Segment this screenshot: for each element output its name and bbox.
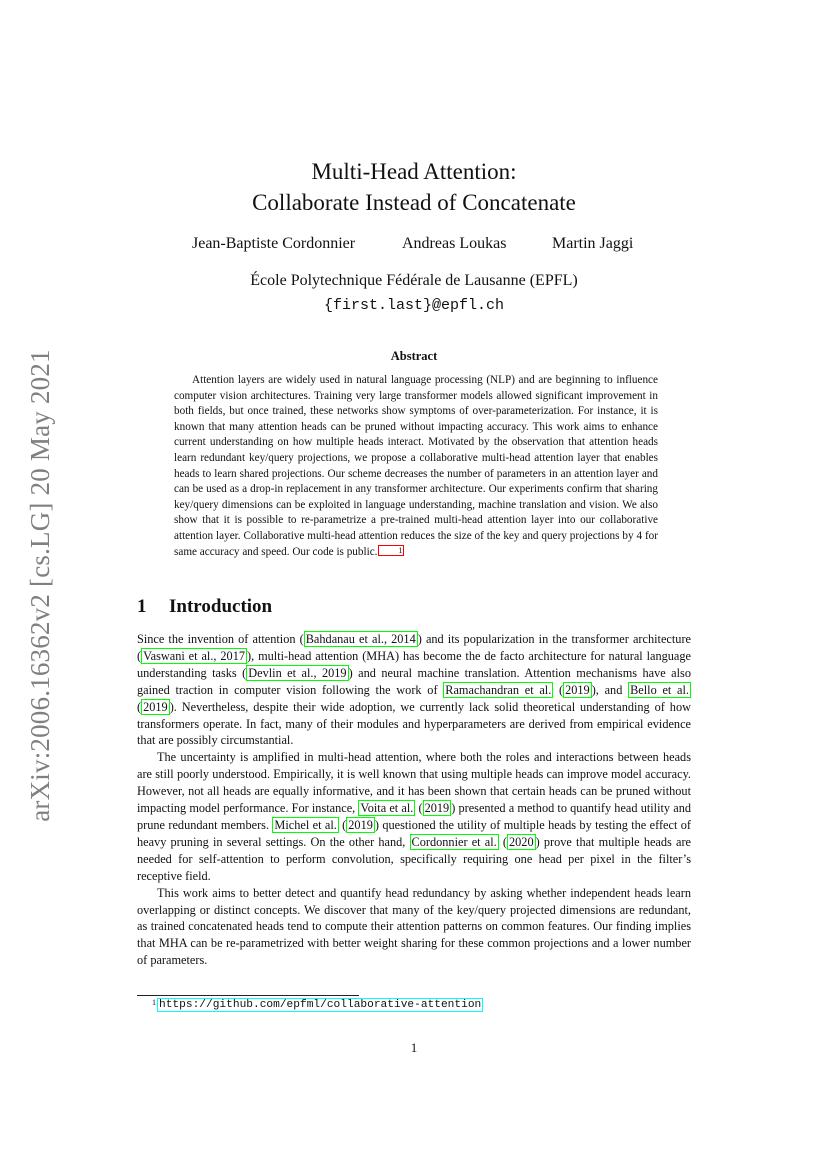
citation-link[interactable]: Devlin et al., 2019: [248, 665, 347, 680]
title-line-1: Multi-Head Attention:: [311, 159, 517, 184]
footnote-ref-link[interactable]: 1: [378, 545, 404, 556]
section-heading: [137, 596, 272, 618]
citation-link[interactable]: Voita et al.: [360, 801, 414, 816]
title-line-2: Collaborate Instead of Concatenate: [252, 190, 576, 215]
citation-link[interactable]: Bello et al.: [630, 682, 689, 697]
citation-link[interactable]: 2019: [143, 699, 168, 714]
section-title: Introduction: [169, 596, 273, 617]
intro-body: [137, 631, 691, 969]
intro-paragraph-2: The uncertainty is amplified in multi-head attention, where both the roles and interactions between heads are still poorly understood. Empirically, it is well known that using multiple heads can improve model accuracy. However, not all heads are equally informative, and it has been shown that certain heads can be pruned without impacting model performance. For instance, Voita et al. ( 2019 ) presented a method to quantify head utility and prune redundant members. Michel et al. ( 2019 ) questioned the utility of multiple heads by testing the effect of heavy pruning in several settings. On the other hand, Cordonnier et al. ( 2020 ) prove that multiple heads are needed for self-attention to perform convolution, specifically requiring one head per pixel in the filter’s receptive field.: [137, 750, 691, 883]
abstract-paragraph: [174, 373, 658, 560]
citation-link[interactable]: Vaswani et al., 2017: [143, 648, 245, 663]
abstract-body: [174, 373, 658, 560]
citation-link[interactable]: 2019: [348, 817, 373, 832]
author-list: [0, 235, 828, 257]
author-1: Jean-Baptiste Cordonnier: [192, 235, 356, 252]
abstract-heading: Abstract: [390, 349, 438, 363]
citation-link[interactable]: 2019: [424, 801, 450, 816]
citation-link[interactable]: Michel et al.: [274, 817, 337, 832]
section-number: 1: [137, 596, 147, 617]
footnote-divider: [137, 995, 359, 996]
intro-paragraph-3: This work aims to better detect and quantify head redundancy by asking whether independent heads learn overlapping or distinct concepts. We discover that many of the key/query projected dimensions are redundant, as trained concatenated heads tend to compute their attention patterns on common features. Our finding implies that MHA can be re-parametrized with better weight sharing for these common projections and a lower number of parameters.: [137, 885, 691, 968]
footnote: [152, 998, 483, 1011]
intro-paragraph-1: Since the invention of attention ( Bahdanau et al., 2014 ) and its popularization in the transformer architecture ( Vaswani et al., 2017 ), multi-head attention (MHA) has become the de facto architecture for natural language understanding tasks ( Devlin et al., 2019 ) and neural machine translation. Attention mechanisms have also gained traction in computer vision following the work of Ramachandran et al. ( 2019 ), and Bello et al. ( 2019 ). Nevertheless, despite their wide adoption, we currently lack solid theoretical understanding of how transformers operate. In fact, many of their modules and hyperparameters are derived from empirical evidence that are possibly circumstantial.: [137, 632, 691, 748]
abstract-text: Attention layers are widely used in natural language processing (NLP) and are beginning to influence computer vision architectures. Training very large transformer models allowed significant improvement in both fields, but once trained, these networks show symptoms of over-parameterization. For instance, it is known that many attention heads can be pruned without impacting accuracy. This work aims to enhance current understanding on how multiple heads interact. Motivated by the observation that attention heads learn redundant key/query projections, we propose a collaborative multi-head attention layer that enables heads to learn shared projections. Our scheme decreases the number of parameters in an attention layer and can be used as a drop-in replacement in any transformer architecture. Our experiments confirm that sharing key/query dimensions can be exploited in language understanding, machine translation and vision. We also show that it is possible to re-parametrize a pre-trained multi-head attention layer into our collaborative attention layer. Collaborative multi-head attention reduces the size of the key and query projections by 4 for same accuracy and speed. Our code is public.: [174, 374, 658, 558]
citation-link[interactable]: Bahdanau et al., 2014: [305, 632, 416, 646]
arxiv-stamp: [20, 348, 60, 822]
arxiv-stamp-text: arXiv:2006.16362v2 [cs.LG] 20 May 2021: [24, 348, 55, 822]
footnote-mark: 1: [152, 998, 156, 1007]
citation-link[interactable]: Ramachandran et al.: [445, 682, 552, 697]
citation-link[interactable]: 2019: [565, 682, 590, 697]
author-2: Andreas Loukas: [402, 235, 507, 252]
page-number: 1: [410, 1040, 418, 1055]
affiliation: École Polytechnique Fédérale de Lausanne (EPFL): [250, 272, 578, 289]
author-3: Martin Jaggi: [552, 235, 634, 252]
footnote-url-link[interactable]: https://github.com/epfml/collaborative-attention: [159, 999, 482, 1011]
citation-link[interactable]: Cordonnier et al.: [411, 834, 497, 849]
citation-link[interactable]: 2020: [509, 834, 534, 849]
author-email: {first.last}@epfl.ch: [323, 297, 505, 314]
paper-title: [0, 156, 828, 218]
